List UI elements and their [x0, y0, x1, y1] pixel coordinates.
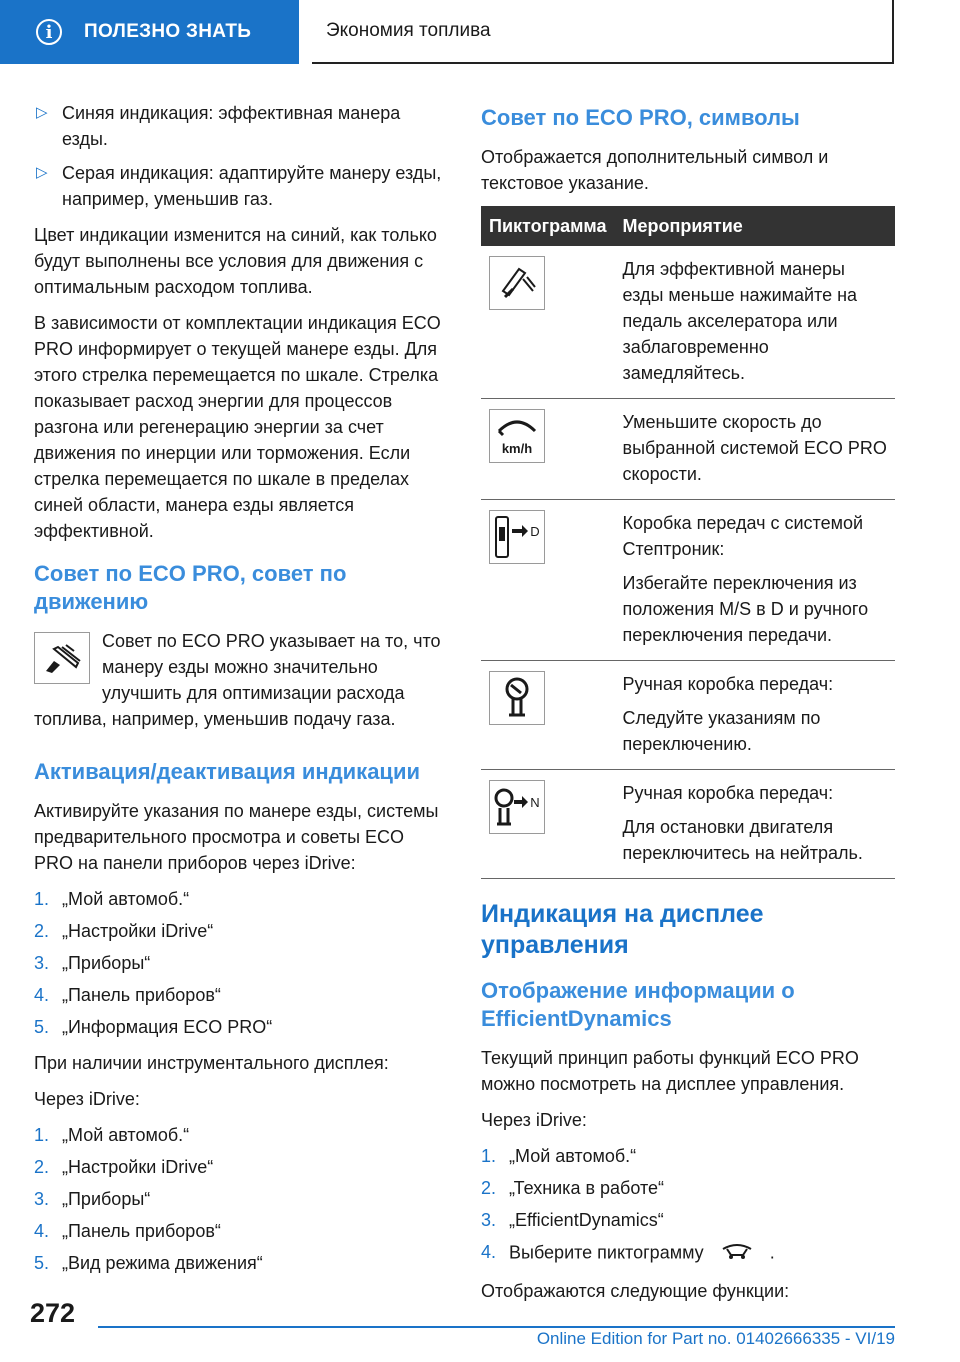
list-item: 3. „Приборы“ [34, 1189, 151, 1209]
paragraph: Через iDrive: [34, 1089, 140, 1109]
section-tab [0, 0, 299, 64]
speed-kmh-icon [489, 409, 545, 463]
chapter-title: Экономия топлива [312, 0, 894, 64]
triangle-bullet-icon: ▷ [36, 164, 48, 181]
table-row: Для эффективной манеры езды меньше нажимайте на педаль акселератора или заблаговременно замедляйтесь. [481, 246, 895, 399]
list-item: 1. „Мой автомоб.“ [34, 889, 190, 909]
list-item: 4. „Панель приборов“ [34, 985, 221, 1005]
steps-list [34, 886, 446, 1040]
list-item: ▷ Синяя индикация: эффективная манера езды. [34, 100, 446, 152]
list-item: 5. „Информация ECO PRO“ [34, 1017, 273, 1037]
list-item: 3. „Приборы“ [34, 953, 151, 973]
list-item: ▷ Серая индикация: адаптируйте манеру езды, например, уменьшив газ. [34, 160, 446, 212]
gear-lever-d-icon [489, 510, 545, 564]
paragraph: При наличии инструментального дисплея: [34, 1053, 389, 1073]
list-item: 4. „Панель приборов“ [34, 1221, 221, 1241]
list-item: 2. „Техника в работе“ [481, 1178, 665, 1198]
car-road-icon [717, 1239, 757, 1268]
paragraph: Цвет индикации изменится на синий, как только будут выполнены все условия для движения с оптимальным расходом топлива. [34, 225, 437, 297]
table-header-row [481, 206, 895, 246]
table-row: N Ручная коробка передач: Для остановки двигателя переключитесь на нейтраль. [481, 770, 895, 879]
pedal-foot-icon [489, 256, 545, 310]
heading-eco-symbols: Совет по ECO PRO, символы [481, 105, 800, 130]
heading-activation: Активация/деактивация индикации [34, 759, 420, 784]
steps-list [34, 1122, 446, 1276]
paragraph: Активируйте указания по манере езды, системы предварительного просмотра и советы ECO PRO на панели приборов через iDrive: [34, 801, 439, 873]
eco-tip-block [34, 628, 446, 742]
column-header-pictogram: Пиктограмма [481, 206, 615, 246]
info-icon: i [36, 19, 62, 45]
list-item: 1. „Мой автомоб.“ [34, 1125, 190, 1145]
pedal-foot-icon [34, 632, 90, 684]
right-column [481, 100, 895, 1314]
paragraph: Текущий принцип работы функций ECO PRO можно посмотреть на дисплее управления. [481, 1048, 859, 1094]
page-number: 272 [30, 1298, 76, 1328]
list-item: 2. „Настройки iDrive“ [34, 921, 214, 941]
triangle-bullet-icon: ▷ [36, 104, 48, 121]
paragraph: Через iDrive: [481, 1110, 587, 1130]
table-row: D Коробка передач с системой Стептроник: Избегайте переключения из положения M/S в D и ручного переключения передачи. [481, 500, 895, 661]
list-item: 2. „Настройки iDrive“ [34, 1157, 214, 1177]
gear-n-label: N [530, 795, 540, 810]
eco-tip-text: Совет по ECO PRO указывает на то, что манеру езды можно значительно улучшить для оптимизации расхода топлива, например, уменьшив подачу газа. [34, 631, 441, 729]
section-tab-label: ПОЛЕЗНО ЗНАТЬ [84, 21, 252, 42]
table-row: Ручная коробка передач: Следуйте указаниям по переключению. [481, 661, 895, 770]
list-item: 1. „Мой автомоб.“ [481, 1146, 637, 1166]
gear-d-label: D [530, 524, 540, 539]
manual-gear-n-icon [489, 780, 545, 834]
paragraph: Отображаются следующие функции: [481, 1281, 790, 1301]
steps-list [481, 1143, 895, 1268]
manual-gear-knob-icon [489, 671, 545, 725]
table-row: km/h Уменьшите скорость до выбранной системой ECO PRO скорости. [481, 399, 895, 500]
speed-icon-label: km/h [501, 441, 533, 456]
paragraph: В зависимости от комплектации индикация ECO PRO информирует о текущей манере езды. Для этого стрелка перемещается по шкале. Стрелка показывает расход энергии для процессов разгона или регенерацию энергии за счет движения по инерции или торможения. Если стрелка перемещается по шкале в пределах синей области, манера езды является эффективной. [34, 313, 441, 541]
heading-efficientdynamics: Отображение информации о EfficientDynamics [481, 978, 795, 1031]
list-item: 5. „Вид режима движения“ [34, 1253, 263, 1273]
list-item: 3. „EfficientDynamics“ [481, 1210, 664, 1230]
left-column [34, 100, 446, 1286]
heading-eco-tip: Совет по ECO PRO, совет по движению [34, 561, 347, 614]
color-indication-list [34, 100, 446, 212]
list-item: 4. Выберите пиктограмму . [481, 1239, 895, 1268]
heading-display: Индикация на дисплее управления [481, 900, 764, 959]
column-header-measure: Мероприятие [615, 206, 896, 246]
footer-divider [98, 1326, 895, 1328]
eco-symbols-table [481, 206, 895, 879]
edition-footer: Online Edition for Part no. 01402666335 - VI/19 [536, 1329, 895, 1348]
paragraph: Отображается дополнительный символ и текстовое указание. [481, 147, 829, 193]
